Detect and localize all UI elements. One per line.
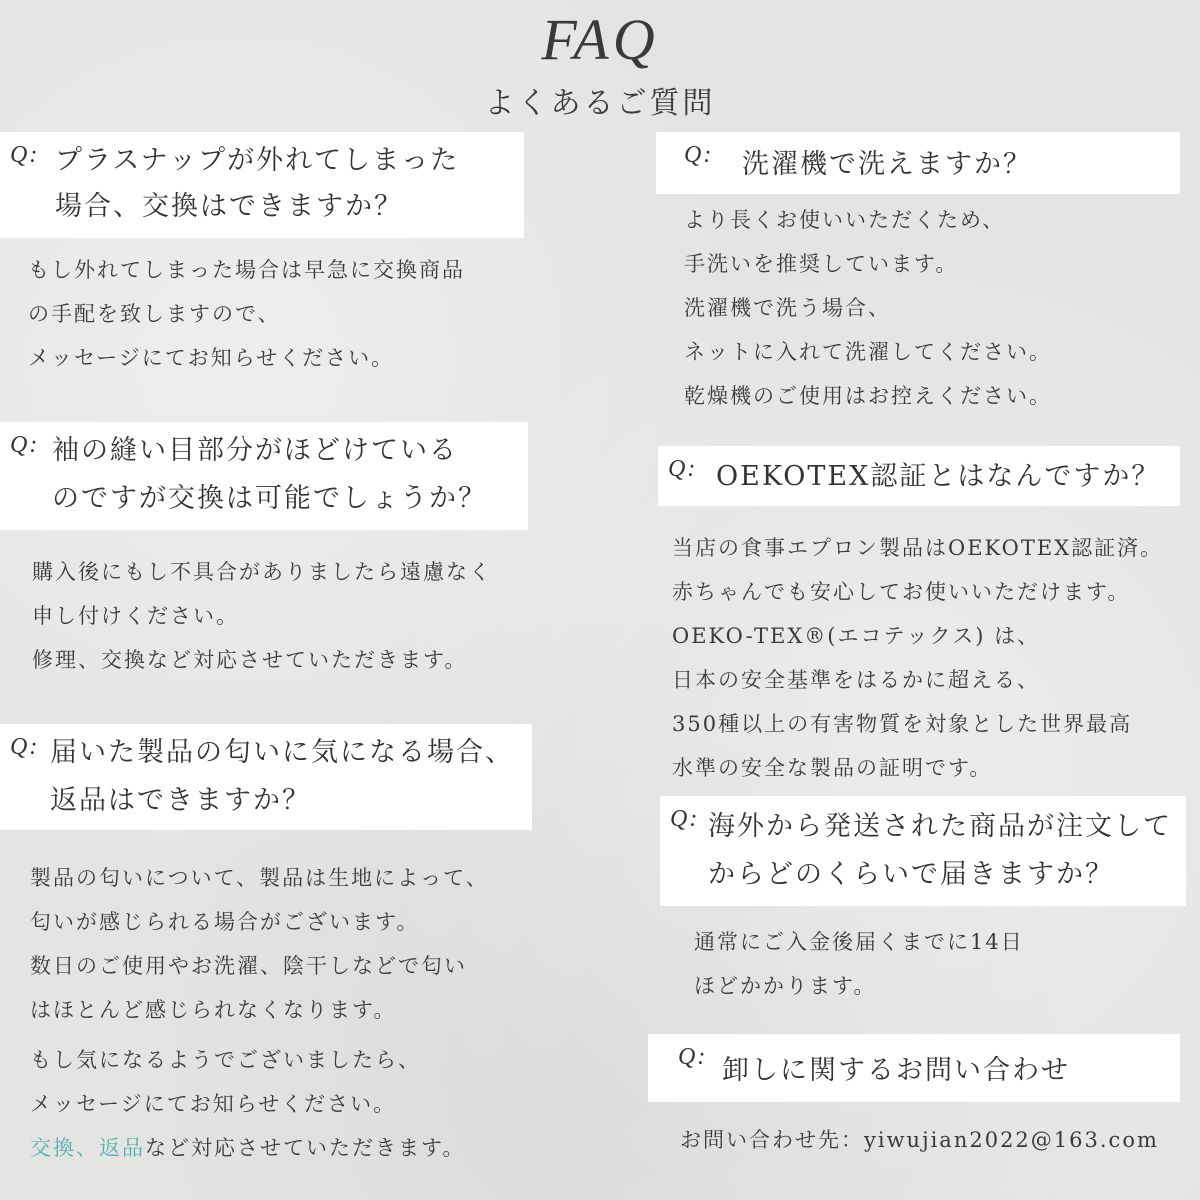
answer-line: もし気になるようでございましたら、 <box>30 1048 421 1072</box>
question-line: 届いた製品の匂いに気になる場合、 <box>50 737 514 768</box>
question-line: OEKOTEX認証とはなんですか？ <box>716 461 1161 492</box>
q-mark: Q: <box>684 142 714 168</box>
answer-line: 修理、交換など対応させていただきます。 <box>32 648 468 672</box>
answer-7 <box>680 1118 1159 1162</box>
answer-line: 通常にご入金後届くまでに14日 <box>694 930 1024 954</box>
question-line: 場合、交換はできますか？ <box>55 191 403 222</box>
q-mark: Q: <box>668 456 698 482</box>
answer-line: 製品の匂いについて、製品は生地によって、 <box>30 866 489 890</box>
page-title: FAQ <box>541 7 659 72</box>
answer-1 <box>28 248 465 380</box>
highlight-separator: 、 <box>76 1136 99 1160</box>
answer-line: OEKO-TEX®(エコテックス) は、 <box>672 624 1041 648</box>
answer-line: 数日のご使用やお洗濯、陰干しなどで匂い <box>30 954 467 978</box>
answer-line: 水準の安全な製品の証明です。 <box>672 756 993 780</box>
q-mark: Q: <box>670 806 700 832</box>
answer-5 <box>672 526 1163 790</box>
question-line: 袖の縫い目部分がほどけている <box>52 435 458 466</box>
question-box-5 <box>658 446 1180 506</box>
question-line: 洗濯機で洗えますか？ <box>742 149 1032 180</box>
answer-6 <box>694 920 1024 1008</box>
answer-line: メッセージにてお知らせください。 <box>30 1092 397 1116</box>
answer-line: 購入後にもし不具合がありましたら遠慮なく <box>32 560 492 584</box>
answer-line: はほとんど感じられなくなります。 <box>30 998 397 1022</box>
question-box-6 <box>660 796 1186 906</box>
answer-line: 乾燥機のご使用はお控えください。 <box>684 384 1052 408</box>
answer-2 <box>32 550 492 682</box>
question-box-2 <box>0 422 528 530</box>
question-line: 返品はできますか？ <box>50 785 311 816</box>
answer-line: 当店の食事エプロン製品はOEKOTEX認証済。 <box>672 536 1164 560</box>
answer-line: より長くお使いいただくため、 <box>684 208 1006 232</box>
q-mark: Q: <box>10 142 40 168</box>
question-box-3 <box>0 724 532 830</box>
question-box-7 <box>648 1034 1180 1102</box>
question-box-4 <box>656 132 1180 194</box>
answer-line: 350種以上の有害物質を対象とした世界最高 <box>672 712 1133 736</box>
q-mark: Q: <box>678 1044 708 1070</box>
question-box-1 <box>0 132 524 238</box>
answer-line: 赤ちゃんでも安心してお使いいただけます。 <box>672 580 1131 604</box>
question-line: 卸しに関するお問い合わせ <box>722 1055 1070 1086</box>
answer-line-rest: など対応させていただきます。 <box>145 1136 466 1160</box>
q-mark: Q: <box>10 734 40 760</box>
answer-line: メッセージにてお知らせください。 <box>28 346 395 370</box>
question-line: のですが交換は可能でしょうか？ <box>52 483 487 514</box>
highlight-return: 返品 <box>99 1136 145 1160</box>
q-mark: Q: <box>10 432 40 458</box>
answer-3 <box>30 856 489 1170</box>
question-line: 海外から発送された商品が注文して <box>708 811 1172 842</box>
page-subtitle: よくあるご質問 <box>484 86 716 121</box>
answer-line: の手配を致しますので、 <box>28 302 281 326</box>
question-line: からどのくらいで届きますか？ <box>708 859 1114 890</box>
contact-line: お問い合わせ先：yiwujian2022@163.com <box>680 1128 1159 1152</box>
answer-line <box>30 1126 489 1170</box>
answer-line: 手洗いを推奨しています。 <box>684 252 959 276</box>
answer-line: ほどかかります。 <box>694 974 877 998</box>
question-line: プラスナップが外れてしまった <box>55 145 460 176</box>
answer-line: 日本の安全基準をはるかに超える、 <box>672 668 1040 692</box>
answer-4 <box>684 198 1052 418</box>
answer-line: 洗濯機で洗う場合、 <box>684 296 891 320</box>
answer-line: 匂いが感じられる場合がございます。 <box>30 910 420 934</box>
highlight-exchange: 交換 <box>30 1136 76 1160</box>
answer-line: ネットに入れて洗濯してください。 <box>684 340 1052 364</box>
answer-line: もし外れてしまった場合は早急に交換商品 <box>28 258 465 282</box>
answer-line: 申し付けください。 <box>32 604 239 628</box>
